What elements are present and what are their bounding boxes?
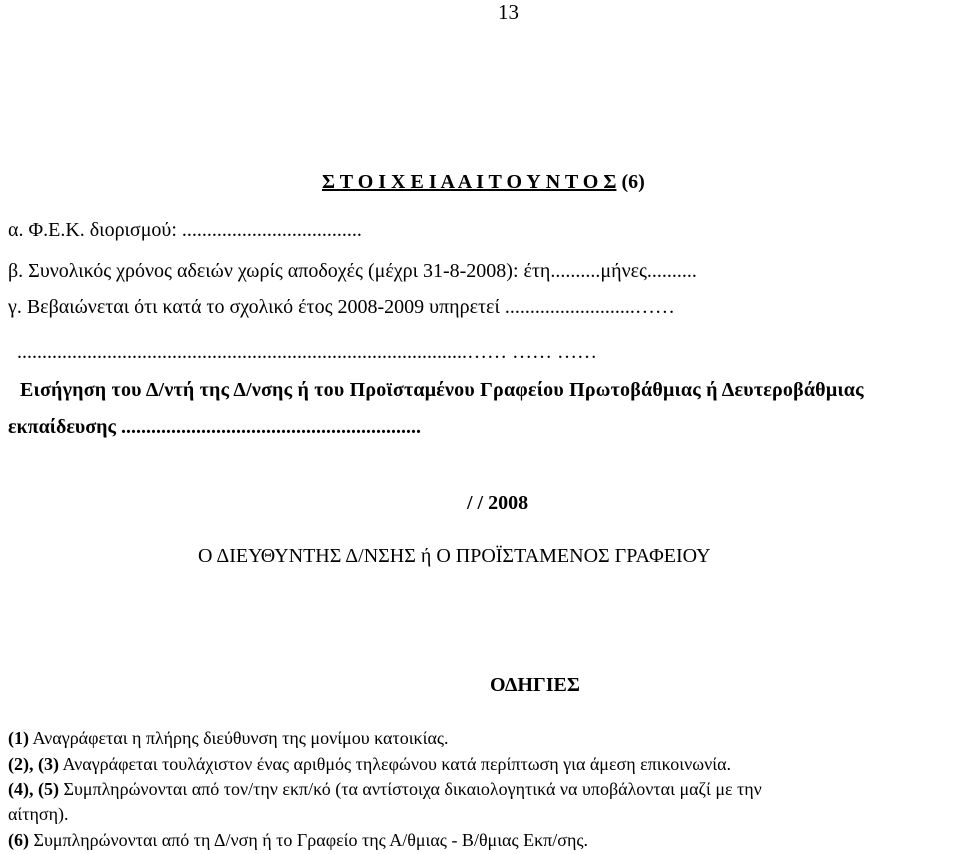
section-title	[322, 170, 645, 194]
signer-title: Ο ΔΙΕΥΘΥΝΤΗΣ Δ/ΝΣΗΣ ή Ο ΠΡΟΪΣΤΑΜΕΝΟΣ ΓΡΑΦΕΙΟΥ	[198, 545, 711, 567]
instruction-marker: (2), (3)	[8, 754, 59, 774]
section-title-text: Σ Τ Ο Ι Χ Ε Ι Α Α Ι Τ Ο Υ Ν Τ Ο Σ	[322, 171, 617, 193]
date-line: / / 2008	[467, 492, 529, 514]
section-title-footnote: (6)	[621, 171, 645, 193]
instruction-text: Αναγράφεται τουλάχιστον ένας αριθμός τηλεφώνου κατά περίπτωση για άμεση επικοινωνία.	[58, 754, 732, 774]
field-service-certification: γ. Βεβαιώνεται ότι κατά το σχολικό έτος 2008-2009 υπηρετεί ..........................……	[8, 296, 675, 318]
instructions-title: ΟΔΗΓΙΕΣ	[490, 674, 580, 696]
instruction-text: Συμπληρώνονται από τον/την εκπ/κό (τα αντίστοιχα δικαιολογητικά να υποβάλονται μαζί με την	[58, 779, 762, 799]
instruction-marker: (1)	[8, 728, 29, 748]
instruction-item	[8, 727, 449, 750]
instruction-item	[8, 753, 731, 776]
instruction-text: Συμπληρώνονται από τη Δ/νση ή το Γραφείο της Α/θμιας - Β/θμιας Εκπ/σης.	[29, 830, 589, 850]
instruction-marker: (4), (5)	[8, 779, 59, 799]
field-unpaid-leave: β. Συνολικός χρόνος αδειών χωρίς αποδοχές (μέχρι 31-8-2008): έτη..........μήνες..........	[8, 260, 697, 282]
instruction-item	[8, 778, 762, 801]
instruction-item-continued	[8, 803, 69, 826]
instruction-marker: (6)	[8, 830, 29, 850]
page-number: 13	[498, 0, 519, 24]
recommendation-line: εκπαίδευσης ............................................................	[8, 416, 421, 438]
field-service-certification-continued: ..........................................................................................…… …… ……	[17, 341, 597, 363]
instruction-item	[8, 829, 588, 852]
instruction-text: αίτηση).	[8, 804, 69, 824]
recommendation-heading: Εισήγηση του Δ/ντή της Δ/νσης ή του Προϊσταμένου Γραφείου Πρωτοβάθμιας ή Δευτεροβάθμιας	[20, 379, 864, 401]
instruction-text: Αναγράφεται η πλήρης διεύθυνση της μονίμου κατοικίας.	[29, 728, 449, 748]
field-fek-appointment: α. Φ.Ε.Κ. διορισμού: ....................................	[8, 219, 362, 241]
